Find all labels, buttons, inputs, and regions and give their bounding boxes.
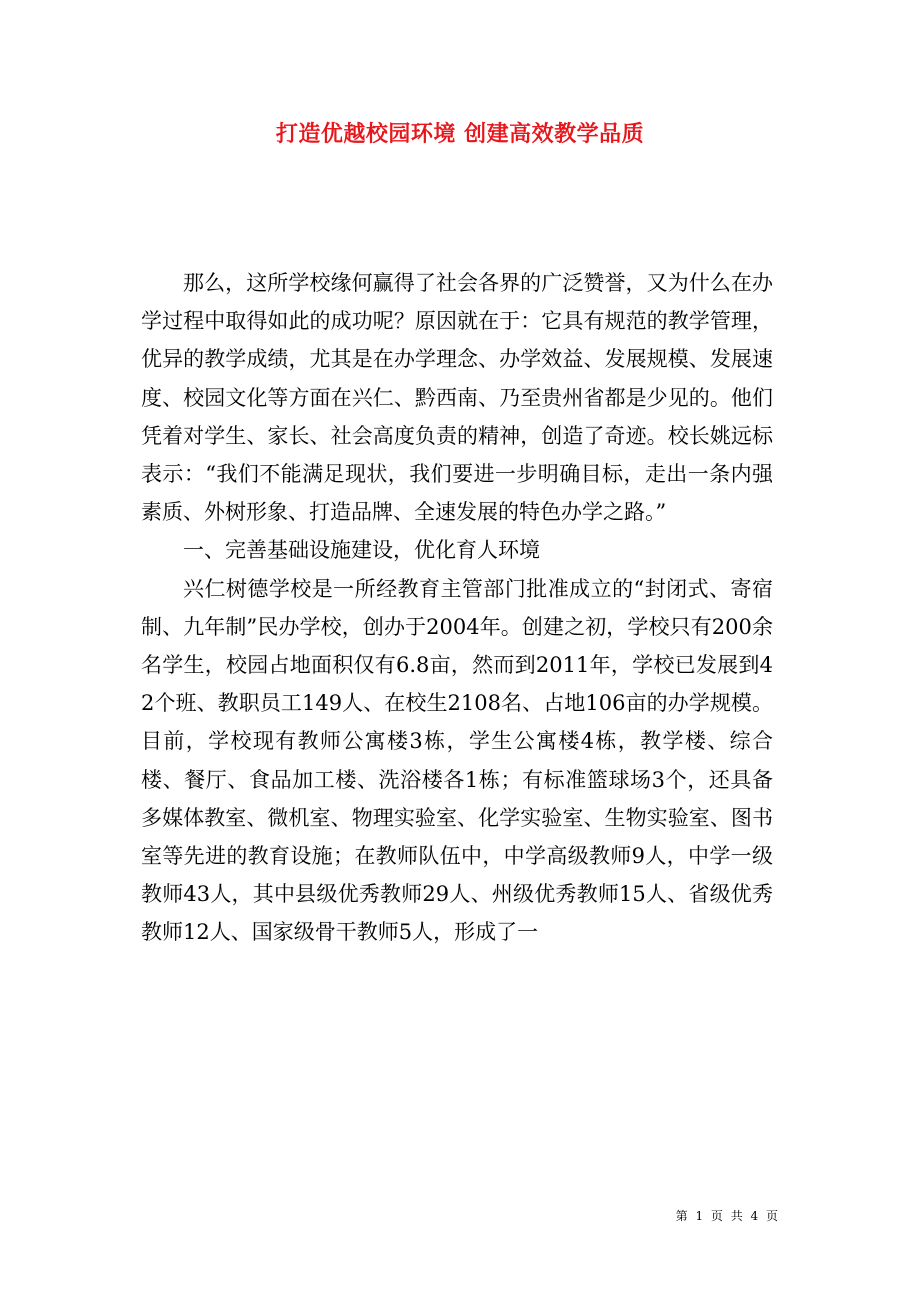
paragraph-intro: 那么，这所学校缘何赢得了社会各界的广泛赞誉，又为什么在办学过程中取得如此的成功呢？原因就在于：它具有规范的教学管理，优异的教学成绩，尤其是在办学理念、办学效益、发展规模、发展速度、校园文化等方面在兴仁、黔西南、乃至贵州省都是少见的。他们凭着对学生、家长、社会高度负责的精神，创造了奇迹。校长姚远标表示：“我们不能满足现状，我们要进一步明确目标，走出一条内强素质、外树形象、打造品牌、全速发展的特色办学之路。” [141,271,773,525]
section-heading-1: 一、完善基础设施建设，优化育人环境 [183,538,540,563]
page-number: 第 1 页 共 4 页 [675,1209,780,1223]
paragraph-infrastructure: 兴仁树德学校是一所经教育主管部门批准成立的“封闭式、寄宿制、九年制”民办学校，创办于2004年。创建之初，学校只有200余名学生，校园占地面积仅有6.8亩，然而到2011年，学校已发展到42个班、教职员工149人、在校生2108名、占地106亩的办学规模。目前，学校现有教师公寓楼3栋，学生公寓楼4栋，教学楼、综合楼、餐厅、食品加工楼、洗浴楼各1栋；有标准篮球场3个，还具备多媒体教室、微机室、物理实验室、化学实验室、生物实验室、图书室等先进的教育设施；在教师队伍中，中学高级教师9人，中学一级教师43人，其中县级优秀教师29人、州级优秀教师15人、省级优秀教师12人、国家级骨干教师5人，形成了一 [141,576,773,945]
document-body [141,264,773,952]
document-title: 打造优越校园环境 创建高效教学品质 [275,121,645,147]
